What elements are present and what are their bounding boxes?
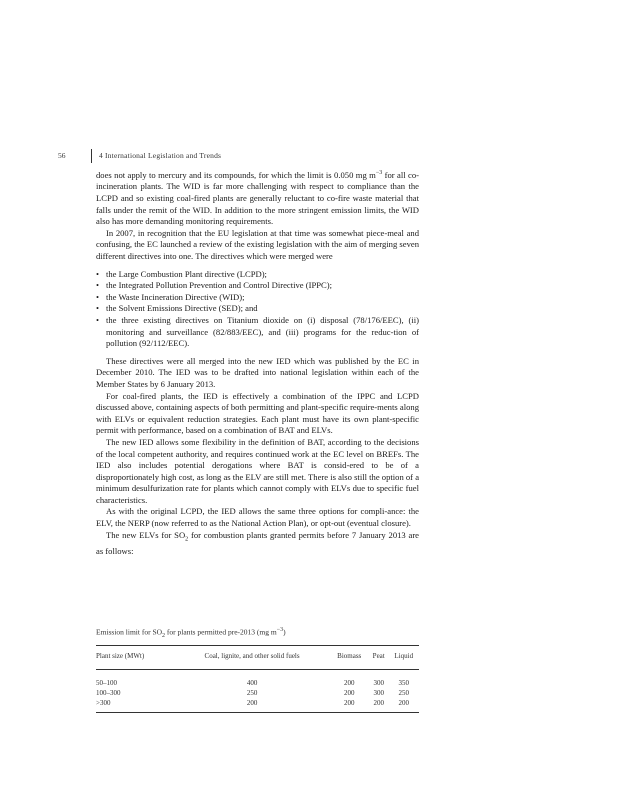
- table-cell: 300: [373, 689, 384, 697]
- list-item: [96, 292, 419, 304]
- directive-list: [96, 269, 419, 350]
- table-row: [96, 670, 419, 689]
- running-head: 4 International Legislation and Trends: [99, 151, 222, 160]
- caption-text: Emission limit for SO: [96, 627, 163, 637]
- paragraph: In 2007, in recognition that the EU legislation at that time was somewhat piece-meal and confusing, the EC launched a review of the existing legislation with the aim of merging seven different directives into one. The directives which were merged were: [96, 227, 419, 262]
- chemical-subscript: 2: [162, 633, 166, 639]
- list-item: [96, 315, 419, 350]
- paragraph: For coal-fired plants, the IED is effectively a combination of the IPPC and LCPD discussed above, containing aspects of both permitting and plant-specific require-ments along with ELVs or equivalent reduction strategies. Each plant must have its own plant-specific permit with performance, based on a combination of BAT and ELVs.: [96, 390, 419, 436]
- chemical-subscript: 2: [185, 536, 189, 543]
- list-item-text: the three existing directives on Titanium dioxide on (i) disposal (78/176/EEC), (ii) monitoring and surveillance (82/883/EEC), and (iii) programs for the reduc-tion of pollution (92/112/EEC).: [106, 314, 419, 349]
- column-header: Coal, lignite, and other solid fuels: [175, 646, 330, 670]
- bullet-icon: •: [96, 314, 100, 325]
- caption-text: ): [283, 627, 286, 637]
- paragraph: [96, 168, 419, 228]
- unit-superscript: −3: [375, 170, 383, 176]
- list-item: [96, 303, 419, 315]
- table-cell: 200: [343, 679, 355, 687]
- list-item: [96, 269, 419, 281]
- column-header: Liquid: [389, 646, 419, 670]
- table-cell: 200: [369, 698, 389, 713]
- table-cell: 200: [389, 698, 419, 713]
- paragraph: As with the original LCPD, the IED allows the same three options for compli-ance: the ELV, the NERP (now referred to as the National Action Plan), or opt-out (eventual closure).: [96, 506, 419, 529]
- table-cell: 350: [398, 679, 410, 687]
- paragraph-text: does not apply to mercury and its compounds, for which the limit is 0.050 mg m: [96, 169, 376, 180]
- table-cell: 400: [246, 679, 258, 687]
- bullet-icon: •: [96, 303, 100, 314]
- table-cell: >300: [96, 698, 175, 713]
- table-cell: 250: [398, 689, 410, 697]
- list-item-text: the Large Combustion Plant directive (LCPD);: [106, 268, 267, 279]
- table-cell: 250: [246, 689, 258, 697]
- table-cell: 50–100: [96, 679, 117, 687]
- list-item: [96, 280, 419, 292]
- list-item-text: the Waste Incineration Directive (WID);: [106, 291, 245, 302]
- running-header: [58, 149, 418, 163]
- paragraph-text: The new ELVs for SO: [106, 529, 186, 540]
- unit-superscript: −3: [276, 627, 284, 633]
- bullet-icon: •: [96, 280, 100, 291]
- table-cell: 200: [343, 689, 355, 697]
- table-row: [96, 688, 419, 698]
- table-cell: 300: [373, 679, 384, 687]
- paragraph: These directives were all merged into the new IED which was published by the EC in December 2010. The IED was to be drafted into national legislation within each of the Member States by 6 January 2013.: [96, 355, 419, 389]
- caption-text: for plants permitted pre-2013 (mg m: [165, 627, 277, 637]
- table-cell: 200: [330, 698, 369, 713]
- table-row: [96, 698, 419, 713]
- column-header: Peat: [369, 646, 389, 670]
- list-item-text: the Integrated Pollution Prevention and Control Directive (IPPC);: [106, 280, 333, 291]
- bullet-icon: •: [96, 291, 100, 302]
- bullet-icon: •: [96, 268, 100, 279]
- table-header-row: [96, 646, 419, 670]
- column-header: Plant size (MWt): [96, 646, 175, 670]
- table-caption: [96, 627, 286, 639]
- header-divider: [91, 149, 92, 163]
- list-item-text: the Solvent Emissions Directive (SED); and: [106, 303, 258, 314]
- column-header: Biomass: [330, 646, 369, 670]
- emission-limits-table: [96, 645, 419, 713]
- body-text: [96, 168, 419, 558]
- paragraph-text: for combustion plants granted permits before 7 January 2013 are as follows:: [96, 529, 420, 556]
- table-cell: 100–300: [96, 689, 121, 697]
- paragraph-text: for all co-incineration plants. The WID is far more challenging with respect to compliance than the LCPD and so existing coal-fired plants are generally reluctant to co-fire waste material that falls under the remit of the WID. In addition to the more stringent emission limits, the WID also has more demanding monitoring requirements.: [96, 169, 419, 227]
- page-number: 56: [58, 151, 66, 160]
- paragraph: The new IED allows some flexibility in the definition of BAT, according to the decisions of the local competent authority, and requires continued work at the EC level on BREFs. The IED also includes potential derogations where BAT is consid-ered to be of a disproportionately high cost, as long as the ELV are still met. There is also still the option of a minimum desulfurization rate for plants which cannot comply with ELVs due to specific fuel characteristics.: [96, 436, 420, 505]
- table-cell: 200: [175, 698, 330, 713]
- paragraph: [96, 530, 419, 558]
